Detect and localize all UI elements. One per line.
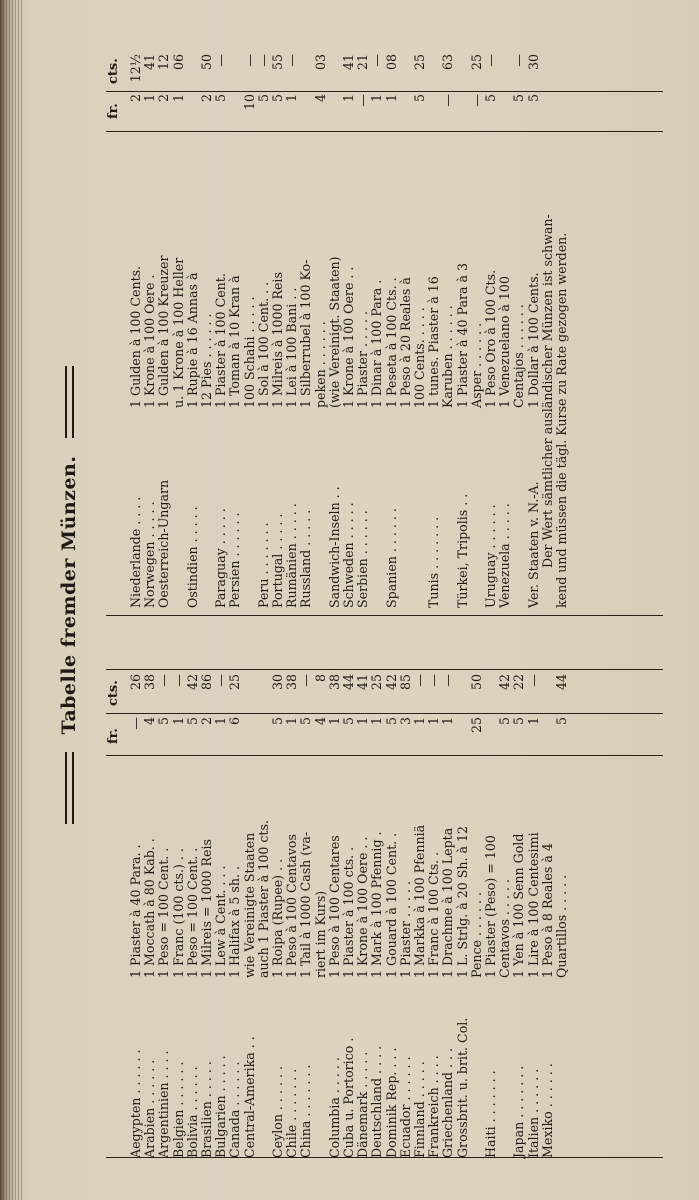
country-cell: Italien . . . . . . [525, 1068, 541, 1158]
footnote-line: Der Wert sämtlicher ausländischer Münzen ist schwan- [539, 214, 555, 568]
cts-cell: 12½ [128, 54, 143, 83]
column-line [106, 755, 663, 756]
fr-cell: 1 [369, 717, 385, 726]
country-cell: Central-Amerika . . [241, 1036, 257, 1158]
country-cell: Belgien . . . . . . [170, 1061, 186, 1158]
cts-cell: — [156, 674, 172, 687]
country-cell: Ostindien . . . . . [184, 506, 200, 608]
country-cell: Türkei, Tripolis . . [454, 493, 470, 608]
cts-cell: 63 [440, 54, 456, 71]
rotated-table [38, 20, 663, 1170]
unit-cell: Quartillos . . . . . [554, 874, 569, 978]
country-cell: Frankreich . . . . [426, 1055, 442, 1158]
fr-cell: 2 [199, 717, 214, 726]
country-cell: Dänemark . . . . . [355, 1051, 371, 1158]
unit-cell: 1 Peso = 100 Cent. . [156, 847, 172, 978]
cts-cell: — [298, 674, 314, 687]
fr-cell: 2 [128, 94, 143, 103]
fr-cell: — [440, 94, 456, 107]
country-cell: Ver. Staaten v. N.-A. [525, 481, 541, 608]
fr-cell: 1 [525, 717, 541, 726]
column-line [106, 131, 663, 132]
header-cts-right: cts. [106, 58, 121, 84]
country-cell: Bulgarien . . . . . [213, 1055, 229, 1158]
unit-cell: 1 Franc à 100 Cts. . [426, 851, 442, 978]
country-cell: Uruguay . . . . . . [483, 504, 498, 608]
header-cts-left: cts. [106, 680, 121, 706]
country-cell: Dominik Rep. . . . [383, 1047, 399, 1158]
unit-cell: 1 Rupie à 16 Annas à [184, 272, 200, 408]
cts-cell: — [511, 54, 527, 67]
cts-cell: — [369, 54, 385, 67]
country-cell: Deutschland . . . . [369, 1045, 385, 1158]
fr-cell: — [128, 717, 143, 730]
cts-cell: — [440, 674, 456, 687]
cts-cell: 25 [468, 54, 484, 71]
fr-cell: 1 [412, 717, 427, 726]
unit-cell: 1 Krone à 100 Oere . . [355, 836, 371, 978]
fr-cell: 5 [483, 94, 498, 103]
country-cell: Mexiko . . . . . . [539, 1063, 555, 1158]
unit-cell: Asper . . . . . . [468, 322, 484, 408]
country-cell: Columbia . . . . . [326, 1057, 342, 1158]
cts-cell: 08 [383, 54, 399, 71]
cts-cell: 25 [227, 674, 243, 691]
unit-cell: (wie Vereinigt. Staaten) [326, 256, 342, 408]
fr-cell: 5 [511, 94, 527, 103]
cts-cell: 8 [312, 674, 328, 683]
fr-cell: 1 [326, 717, 342, 726]
fr-cell: 6 [227, 717, 243, 726]
unit-cell: 1 Gouard à 100 Cent. . [383, 832, 399, 978]
country-cell: Aegypten . . . . . . [128, 1049, 143, 1158]
country-cell: Oesterreich-Ungarn [156, 479, 172, 608]
cts-cell: — [426, 674, 442, 687]
unit-cell: 1 Yen à 100 Senn Gold [511, 833, 527, 978]
country-cell: Rumänien . . . . . [284, 503, 300, 608]
unit-cell: 1 Halifax à 5 sh. . [227, 866, 243, 978]
country-cell: Serbien . . . . . . [355, 510, 371, 608]
cts-cell: 25 [369, 674, 385, 691]
fr-cell: 1 [355, 717, 371, 726]
header-fr-left: fr. [106, 728, 121, 744]
fr-cell: 4 [312, 717, 328, 726]
left-section [106, 628, 663, 1158]
unit-cell: 1 Gulden à 100 Cents. [128, 265, 143, 408]
table-title-block [46, 20, 92, 1170]
country-cell: Griechenland . . . [440, 1047, 456, 1158]
fr-cell: 5 [412, 94, 427, 103]
cts-cell: 41 [341, 54, 356, 71]
fr-cell: 2 [156, 94, 172, 103]
cts-cell: 44 [341, 674, 356, 691]
cts-cell: 22 [511, 674, 527, 691]
unit-cell: 1 Lew à Cent. . . . [213, 865, 229, 978]
unit-cell: 1 Mark à 100 Pfennig . [369, 831, 385, 978]
unit-cell: 1 tunes. Piaster à 16 [426, 276, 442, 408]
fr-cell: 1 [440, 717, 456, 726]
cts-cell: — [170, 674, 186, 687]
unit-cell: 1 Venezuelano à 100 [497, 276, 513, 408]
unit-cell: 1 Piaster (Peso) = 100 [483, 835, 498, 978]
unit-cell: 1 Peso à 8 Reales à 4 [539, 843, 555, 978]
cts-cell: 21 [355, 54, 371, 71]
unit-cell: 1 Lire à 100 Centesimi [525, 832, 541, 978]
unit-cell: peken . . . . . . [312, 321, 328, 408]
footnote-line: kend und müssen die tägl. Kurse zu Rate gezogen werden. [554, 232, 569, 608]
fr-cell: 5 [525, 94, 541, 103]
country-cell: Bolivia . . . . . . [184, 1066, 200, 1158]
title-rule-right [65, 366, 74, 438]
country-cell: Spanien . . . . . . [383, 508, 399, 608]
unit-cell: 1 Toman à 10 Kran à [227, 275, 243, 408]
unit-cell: Centavos . . . . . [497, 879, 513, 978]
country-cell: Sandwich-Inseln . . [326, 486, 342, 608]
unit-cell: 1 Piaster à 40 Para. . [128, 844, 143, 978]
cts-cell: — [255, 54, 271, 67]
unit-cell: 1 Peso à 100 Centavos [284, 834, 300, 978]
unit-cell: 1 Sol à 100 Cent. . . [255, 281, 271, 408]
unit-cell: 1 Peso à 20 Reales à [397, 277, 413, 408]
unit-cell: 1 Piaster . . . . . [397, 880, 413, 978]
cts-cell: 26 [128, 674, 143, 691]
country-cell: Ecuador . . . . . . [397, 1056, 413, 1158]
fr-cell: 1 [170, 94, 186, 103]
header-fr-right: fr. [106, 103, 121, 119]
country-cell: Brasilien . . . . . [199, 1061, 214, 1158]
cts-cell: 30 [525, 54, 541, 71]
country-cell: Cuba u. Portorico . [341, 1037, 356, 1158]
unit-cell: auch 1 Piaster à 100 cts. [255, 820, 271, 978]
cts-cell: 38 [142, 674, 158, 691]
cts-cell: — [525, 674, 541, 687]
cts-cell: 85 [397, 674, 413, 691]
fr-cell: 4 [142, 717, 158, 726]
country-cell: Arabien . . . . . . [142, 1059, 158, 1158]
unit-cell: 1 Piaster à 100 cts. . [341, 846, 356, 978]
fr-cell: 5 [270, 94, 285, 103]
cts-cell: 50 [468, 674, 484, 691]
cts-cell: 41 [142, 54, 158, 71]
cts-cell: 42 [497, 674, 513, 691]
fr-cell: 5 [383, 717, 399, 726]
unit-cell: 1 Krone à 100 Oere . . [341, 266, 356, 408]
fr-cell: 1 [142, 94, 158, 103]
fr-cell: 5 [213, 94, 229, 103]
column-line [106, 615, 663, 616]
fr-cell: 5 [511, 717, 527, 726]
fr-cell: 25 [468, 717, 484, 734]
country-cell: Persien . . . . . . [227, 512, 243, 608]
cts-cell: 38 [284, 674, 300, 691]
unit-cell: 1 Lei à 100 Bani . . [284, 287, 300, 408]
column-line [106, 91, 663, 92]
unit-cell: Pence . . . . . . [468, 891, 484, 978]
cts-cell: 44 [554, 674, 569, 691]
unit-cell: riert im Kurs) [312, 890, 328, 978]
country-cell: Canada . . . . . . [227, 1061, 243, 1158]
unit-cell: 1 Markka à 100 Pfenniä [412, 824, 427, 978]
fr-cell: 5 [341, 717, 356, 726]
unit-cell: 1 Franc (100 cts.) . . [170, 848, 186, 978]
unit-cell: 1 Silberrubel à 100 Ko- [298, 259, 314, 408]
unit-cell: 1 Piaster . . . . . [355, 310, 371, 408]
unit-cell: 1 Piaster à 40 Para à 3 [454, 262, 470, 408]
country-cell: Finnland . . . . . [412, 1061, 427, 1158]
fr-cell: 5 [184, 717, 200, 726]
country-cell: Haiti . . . . . . . [483, 1070, 498, 1158]
unit-cell: 1 Peso = 100 Cent. . [184, 847, 200, 978]
cts-cell: — [284, 54, 300, 67]
country-cell: Russland . . . . . [298, 509, 314, 608]
fr-cell: 10 [241, 94, 257, 111]
cts-cell: 03 [312, 54, 328, 71]
country-cell: Norwegen . . . . . [142, 501, 158, 608]
country-cell: Grossbrit. u. brit. Col. [454, 1017, 470, 1158]
unit-cell: 1 L. Strlg. à 20 Sh. à 12 [454, 825, 470, 978]
cts-cell: 55 [270, 54, 285, 71]
country-cell: Tunis . . . . . . . [426, 516, 442, 608]
country-cell: Paraguay . . . . . [213, 508, 229, 608]
fr-cell: 1 [284, 94, 300, 103]
fr-cell: 5 [255, 94, 271, 103]
unit-cell: 1 Tail à 1000 Cash (va- [298, 831, 314, 978]
unit-cell: 1 Dollar à 100 Cents. [525, 272, 541, 408]
unit-cell: 1 Drachme à 100 Lepta [440, 827, 456, 978]
fr-cell: 5 [270, 717, 285, 726]
cts-cell: 38 [326, 674, 342, 691]
unit-cell: 1 Moccath à 80 Kab. . [142, 838, 158, 978]
fr-cell: 1 [426, 717, 442, 726]
unit-cell: 1 Gulden à 100 Kreuzer [156, 255, 172, 408]
country-cell: Portugal . . . . . [270, 513, 285, 608]
unit-cell: 100 Schahi . . . . . [241, 296, 257, 408]
cts-cell: — [213, 54, 229, 67]
cts-cell: 12 [156, 54, 172, 71]
unit-cell: 1 Dinar à 100 Para . [369, 279, 385, 408]
fr-cell: 5 [554, 717, 569, 726]
cts-cell: — [241, 54, 257, 67]
cts-cell: 86 [199, 674, 214, 691]
country-cell: China . . . . . . . [298, 1064, 314, 1158]
unit-cell: 1 Peseta à 100 Cts. . [383, 277, 399, 408]
unit-cell: 1 Roipa (Rupee) . . [270, 858, 285, 978]
right-section [106, 43, 663, 608]
cts-cell: 25 [412, 54, 427, 71]
unit-cell: Centajos . . . . . . [511, 304, 527, 408]
column-line [106, 669, 663, 670]
cts-cell: 50 [199, 54, 214, 71]
country-cell: Peru . . . . . . . [255, 522, 271, 608]
unit-cell: 1 Piaster à 100 Cent. [213, 273, 229, 408]
cts-cell: 30 [270, 674, 285, 691]
fr-cell: — [468, 94, 484, 107]
unit-cell: 1 Milreis = 1000 Reis [199, 839, 214, 978]
country-cell: Chile . . . . . . . [284, 1068, 300, 1158]
cts-cell: — [412, 674, 427, 687]
country-cell: Venezuela . . . . . [497, 503, 513, 608]
unit-cell: 100 Cents. . . . . [412, 307, 427, 408]
country-cell: Japan . . . . . . . [511, 1065, 527, 1158]
unit-cell: 1 Peso à 100 Centares [326, 835, 342, 978]
table-title: Tabelle fremder Münzen. [58, 455, 80, 735]
cts-cell: — [213, 674, 229, 687]
fr-cell: 5 [497, 717, 513, 726]
fr-cell: 1 [213, 717, 229, 726]
column-line [106, 713, 663, 714]
unit-cell: Karuben . . . . . . [440, 305, 456, 408]
country-cell: Ceylon . . . . . . [270, 1066, 285, 1158]
unit-cell: 12 Pies . . . . . . [199, 313, 214, 408]
fr-cell: 1 [170, 717, 186, 726]
cts-cell: 42 [383, 674, 399, 691]
cts-cell: 41 [355, 674, 371, 691]
country-cell: Schweden . . . . . [341, 502, 356, 608]
fr-cell: 1 [369, 94, 385, 103]
fr-cell: 5 [298, 717, 314, 726]
country-cell: Niederlande . . . . [128, 496, 143, 608]
fr-cell: — [355, 94, 371, 107]
cts-cell: 42 [184, 674, 200, 691]
fr-cell: 1 [341, 94, 356, 103]
unit-cell: 1 Peso Oro à 100 Cts. [483, 269, 498, 408]
unit-cell: u. 1 Krone à 100 Heller [170, 257, 186, 408]
fr-cell: 1 [383, 94, 399, 103]
fr-cell: 3 [397, 717, 413, 726]
fr-cell: 4 [312, 94, 328, 103]
title-rule-left [65, 753, 74, 825]
cts-cell: 06 [170, 54, 186, 71]
fr-cell: 5 [156, 717, 172, 726]
unit-cell: wie Vereinigte Staaten [241, 832, 257, 978]
unit-cell: 1 Milreis à 1000 Reis [270, 272, 285, 408]
country-cell: Argentinien . . . . [156, 1050, 172, 1158]
fr-cell: 1 [284, 717, 300, 726]
unit-cell: 1 Krone à 100 Oere . [142, 274, 158, 408]
cts-cell: — [483, 54, 498, 67]
fr-cell: 2 [199, 94, 214, 103]
